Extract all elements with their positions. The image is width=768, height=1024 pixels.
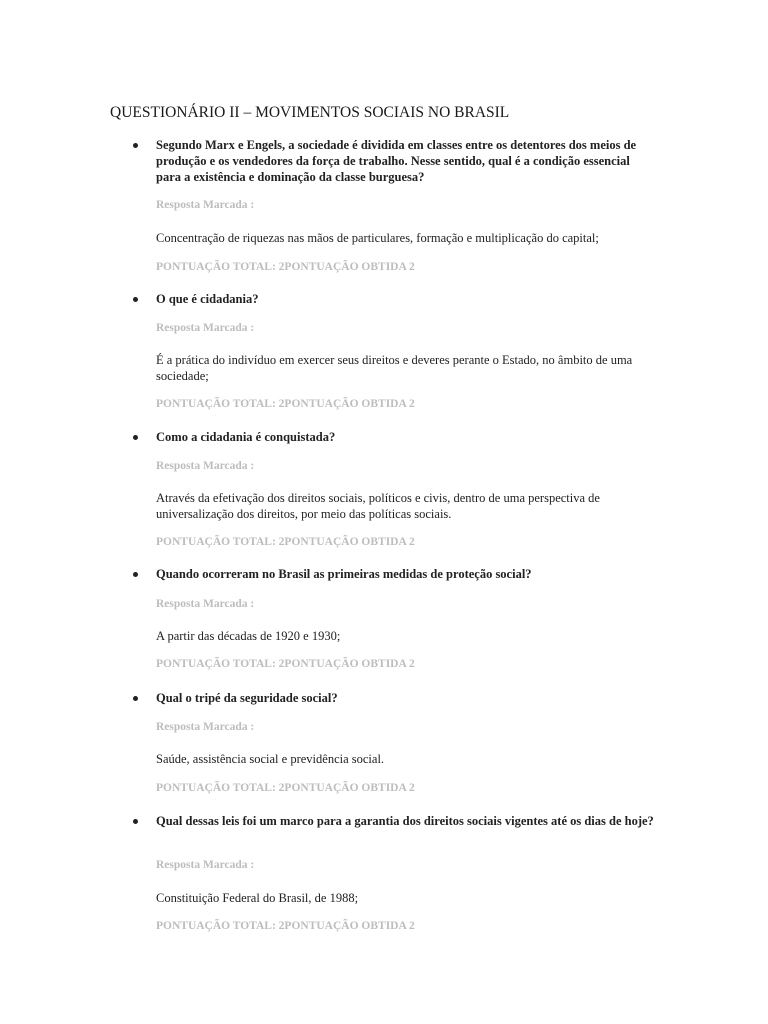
question-text: Qual dessas leis foi um marco para a garantia dos direitos sociais vigentes até os dias de hoje? [156, 814, 654, 828]
answer-label: Resposta Marcada : [156, 598, 255, 610]
answer-text: É a prática do indivíduo em exercer seus direitos e deveres perante o Estado, no âmbito de uma sociedade; [156, 353, 633, 383]
score-text: PONTUAÇÃO TOTAL: 2PONTUAÇÃO OBTIDA 2 [156, 261, 415, 273]
score-text: PONTUAÇÃO TOTAL: 2PONTUAÇÃO OBTIDA 2 [156, 398, 415, 410]
bullet-icon [133, 819, 138, 824]
score-text: PONTUAÇÃO TOTAL: 2PONTUAÇÃO OBTIDA 2 [156, 536, 415, 548]
question-item-4 [156, 566, 656, 670]
question-text: Como a cidadania é conquistada? [156, 430, 336, 444]
answer-text: Saúde, assistência social e previdência social. [156, 752, 385, 766]
page-title: QUESTIONÁRIO II – MOVIMENTOS SOCIAIS NO BRASIL [110, 104, 510, 121]
bullet-icon [133, 696, 138, 701]
bullet-icon [133, 143, 138, 148]
question-text: Segundo Marx e Engels, a sociedade é dividida em classes entre os detentores dos meios de produção e os vendedores da força de trabalho. Nesse sentido, qual é a condição essencial para a existência e dominação da classe burguesa? [156, 138, 637, 184]
score-text: PONTUAÇÃO TOTAL: 2PONTUAÇÃO OBTIDA 2 [156, 920, 415, 932]
question-text: Quando ocorreram no Brasil as primeiras medidas de proteção social? [156, 567, 532, 581]
answer-label: Resposta Marcada : [156, 199, 255, 211]
answer-label: Resposta Marcada : [156, 721, 255, 733]
bullet-icon [133, 572, 138, 577]
question-text: Qual o tripé da seguridade social? [156, 691, 338, 705]
question-text: O que é cidadania? [156, 292, 259, 306]
answer-label: Resposta Marcada : [156, 859, 255, 871]
question-item-6 [156, 813, 656, 932]
answer-text: Através da efetivação dos direitos sociais, políticos e civis, dentro de uma perspectiva de universalização dos direitos, por meio das políticas sociais. [156, 491, 600, 521]
answer-label: Resposta Marcada : [156, 322, 255, 334]
bullet-icon [133, 435, 138, 440]
answer-text: A partir das décadas de 1920 e 1930; [156, 629, 341, 643]
answer-text: Concentração de riquezas nas mãos de particulares, formação e multiplicação do capital; [156, 231, 599, 245]
question-item-2 [156, 291, 656, 410]
bullet-icon [133, 297, 138, 302]
score-text: PONTUAÇÃO TOTAL: 2PONTUAÇÃO OBTIDA 2 [156, 782, 415, 794]
answer-label: Resposta Marcada : [156, 460, 255, 472]
answer-text: Constituição Federal do Brasil, de 1988; [156, 891, 359, 905]
question-item-1 [156, 137, 656, 273]
score-text: PONTUAÇÃO TOTAL: 2PONTUAÇÃO OBTIDA 2 [156, 658, 415, 670]
question-item-5 [156, 690, 656, 794]
question-item-3 [156, 429, 656, 548]
